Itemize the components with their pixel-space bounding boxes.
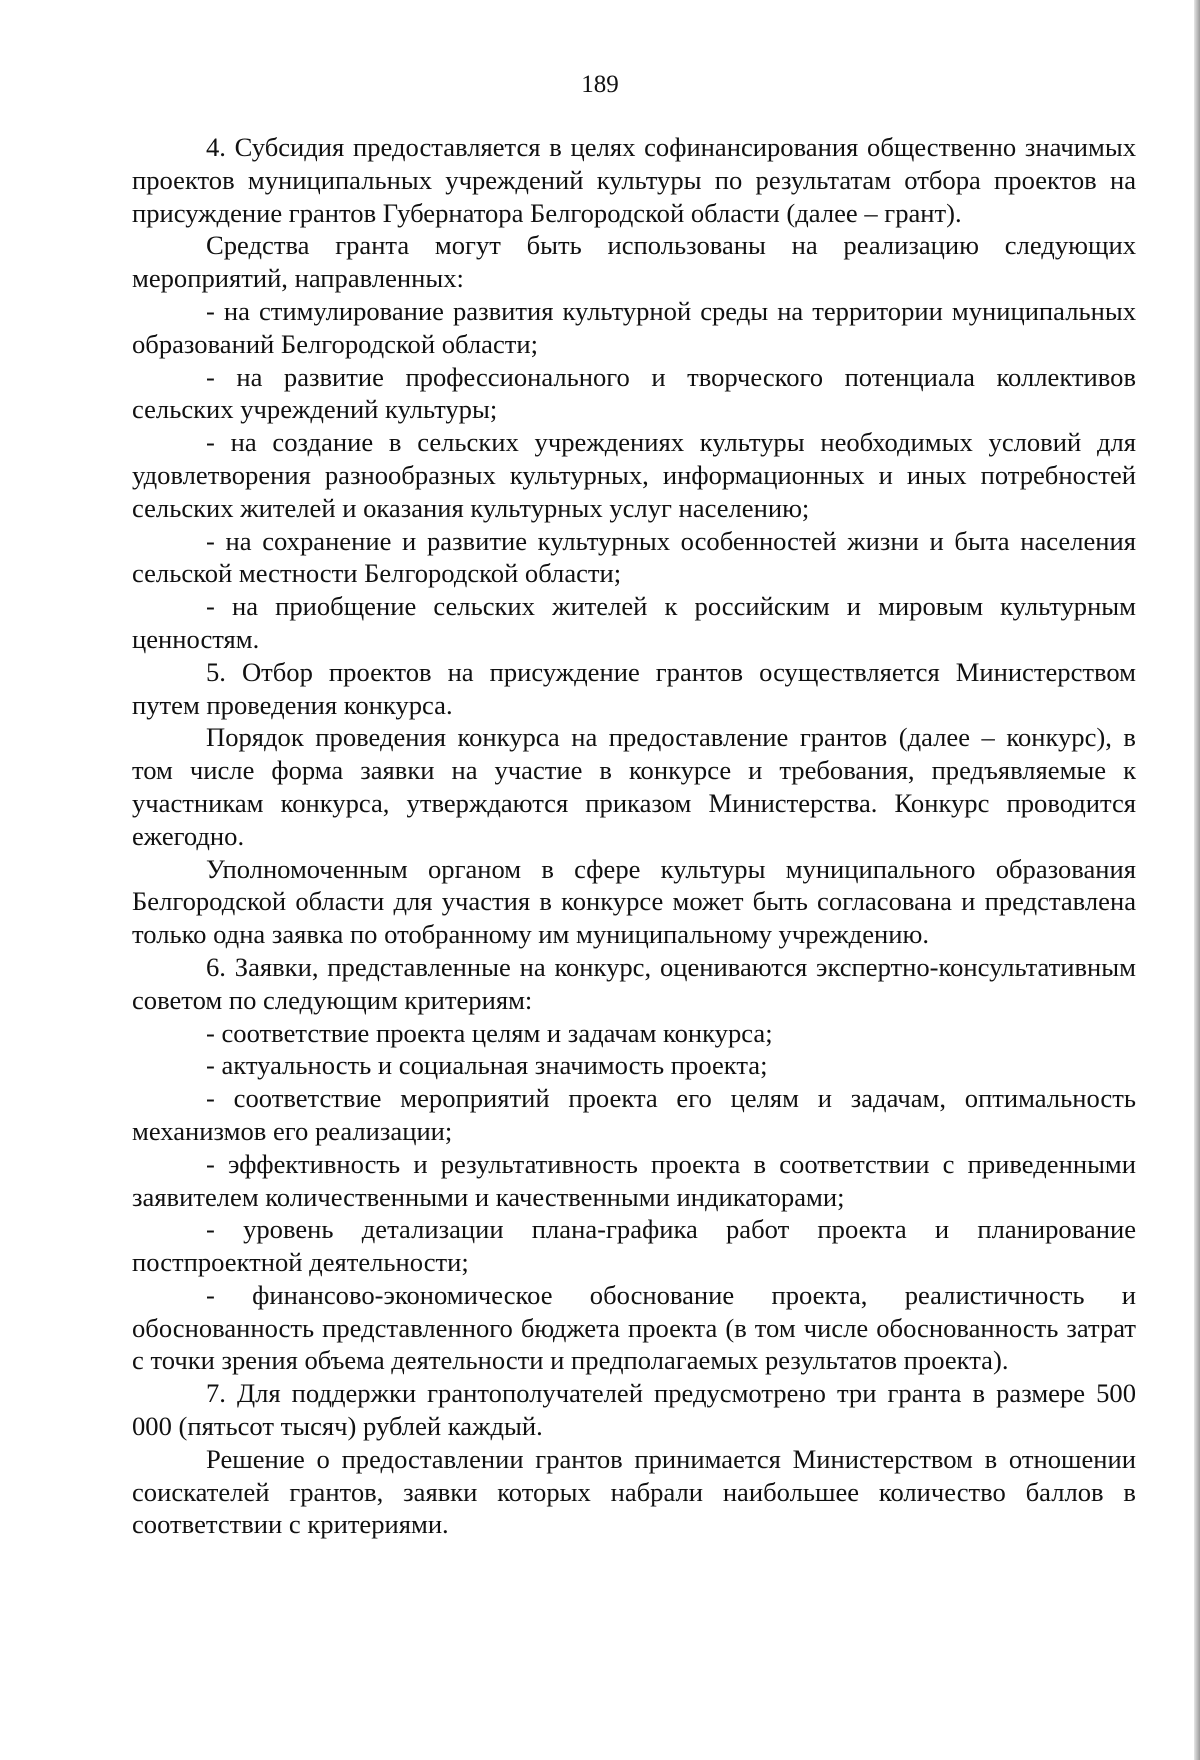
list-item: - эффективность и результативность проекта в соответствии с приведенными заявителем количественными и качественными индикаторами; (132, 1148, 1136, 1212)
paragraph-4-subsidy: 4. Субсидия предоставляется в целях софинансирования общественно значимых проектов муниципальных учреждений культуры по результатам отбора проектов на присуждение грантов Губернатора Белгородской области (далее – грант). (132, 132, 1136, 228)
list-item: - на сохранение и развитие культурных особенностей жизни и быта населения сельской местности Белгородской области; (132, 525, 1136, 589)
paragraph-contest-procedure: Порядок проведения конкурса на предоставление грантов (далее – конкурс), в том числе форма заявки на участие в конкурсе и требования, предъявляемые к участникам конкурса, утверждаются приказом Министерства. Конкурс проводится ежегодно. (132, 722, 1136, 851)
list-item: - на развитие профессионального и творческого потенциала коллективов сельских учреждений культуры; (132, 361, 1136, 425)
paragraph-5-selection: 5. Отбор проектов на присуждение грантов осуществляется Министерством путем проведения конкурса. (132, 656, 1136, 720)
list-item: - финансово-экономическое обоснование проекта, реалистичность и обоснованность представленного бюджета проекта (в том числе обоснованность затрат с точки зрения объема деятельности и предполагаемых результатов проекта). (132, 1279, 1136, 1376)
list-item: - на создание в сельских учреждениях культуры необходимых условий для удовлетворения разнообразных культурных, информационных и иных потребностей сельских жителей и оказания культурных услуг населению; (132, 427, 1136, 523)
paragraph-decision: Решение о предоставлении грантов принимается Министерством в отношении соискателей грантов, заявки которых набрали наибольшее количество баллов в соответствии с критериями. (132, 1443, 1136, 1540)
list-item: - на стимулирование развития культурной среды на территории муниципальных образований Белгородской области; (132, 295, 1136, 359)
paragraph-7-grant-amount: 7. Для поддержки грантополучателей предусмотрено три гранта в размере 500 000 (пятьсот тысяч) рублей каждый. (132, 1378, 1136, 1442)
list-item: - соответствие мероприятий проекта его целям и задачам, оптимальность механизмов его реализации; (132, 1083, 1136, 1146)
page-number: 189 (581, 71, 619, 98)
list-item: - актуальность и социальная значимость проекта; (206, 1050, 768, 1081)
list-item: - на приобщение сельских жителей к российским и мировым культурным ценностям. (132, 591, 1136, 654)
scan-edge (1194, 0, 1200, 1760)
list-item: - уровень детализации плана-графика работ проекта и планирование постпроектной деятельности; (132, 1214, 1136, 1278)
paragraph-6-criteria: 6. Заявки, представленные на конкурс, оцениваются экспертно-консультативным советом по следующим критериям: (132, 951, 1136, 1015)
paragraph-grant-funds: Средства гранта могут быть использованы на реализацию следующих мероприятий, направленных: (132, 230, 1136, 294)
document-body (132, 131, 1136, 1541)
paragraph-authorized-body: Уполномоченным органом в сфере культуры муниципального образования Белгородской области для участия в конкурсе может быть согласована и представлена только одна заявка по отобранному им муниципальному учреждению. (132, 853, 1136, 950)
list-item: - соответствие проекта целям и задачам конкурса; (206, 1017, 773, 1048)
